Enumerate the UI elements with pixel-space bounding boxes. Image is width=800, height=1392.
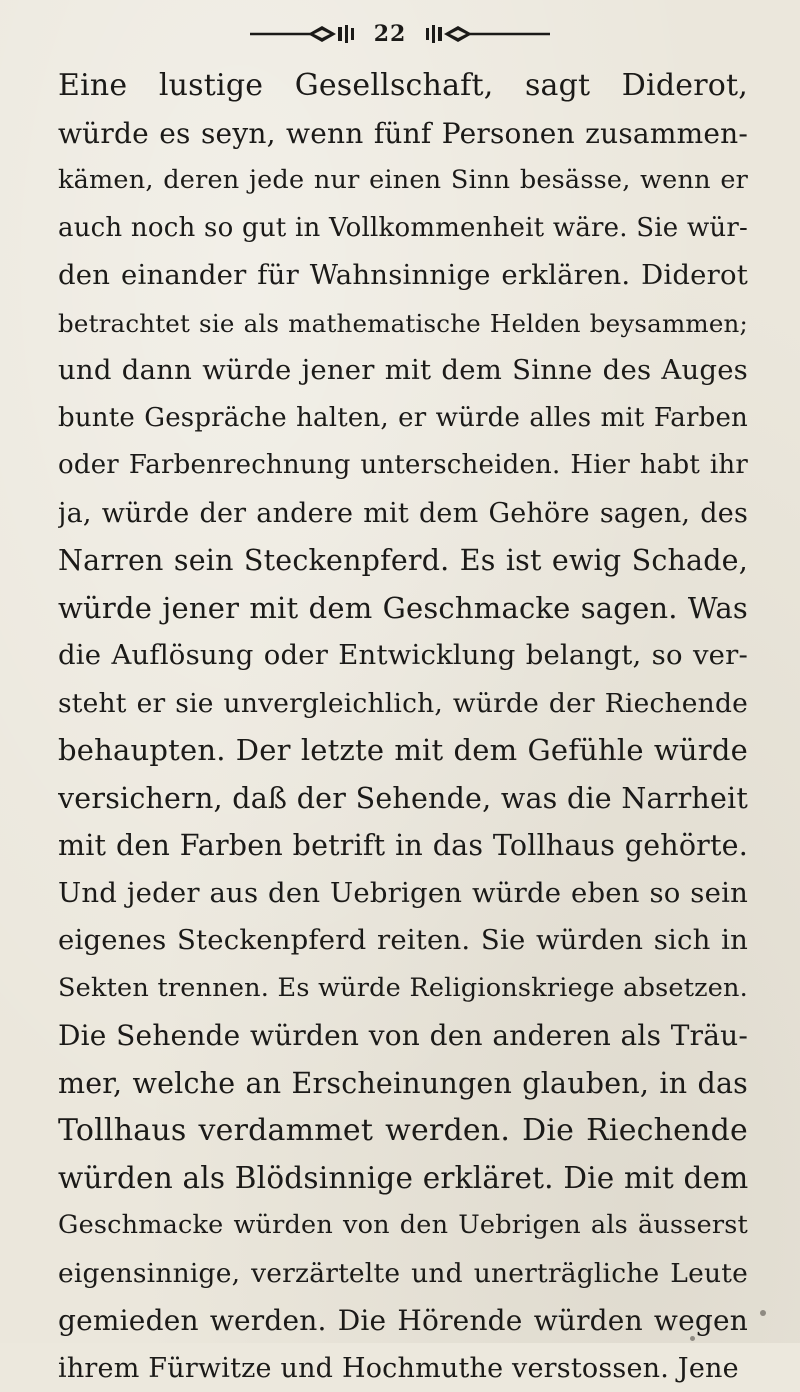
text-line: betrachtet sie als mathematische Helden beysammen; (58, 300, 748, 348)
text-line: mer, welche an Erscheinungen glauben, in das (58, 1060, 748, 1108)
text-line: den einander für Wahnsinnige erklären. Diderot (58, 252, 748, 300)
page-header (0, 14, 800, 54)
text-line: Geschmacke würden von den Uebrigen als äusserst (58, 1202, 748, 1250)
text-line: behaupten. Der letzte mit dem Gefühle würde (58, 727, 748, 775)
text-line: und dann würde jener mit dem Sinne des Auges (58, 347, 748, 395)
text-line: auch noch so gut in Vollkommenheit wäre. Sie wür- (58, 205, 748, 253)
text-line: eigenes Steckenpferd reiten. Sie würden sich in (58, 917, 748, 965)
text-line: würde jener mit dem Geschmacke sagen. Was (58, 585, 748, 633)
text-line: würden als Blödsinnige erkläret. Die mit dem (58, 1155, 748, 1203)
text-line: kämen, deren jede nur einen Sinn besässe, wenn er (58, 157, 748, 205)
text-line: steht er sie unvergleichlich, würde der Riechende (58, 680, 748, 728)
text-line: Eine lustige Gesellschaft, sagt Diderot, (58, 62, 748, 110)
ink-speck (760, 1310, 766, 1316)
right-ornament-icon (422, 22, 552, 46)
body-text (58, 62, 748, 1392)
text-line: Narren sein Steckenpferd. Es ist ewig Schade, (58, 537, 748, 585)
text-line: eigensinnige, verzärtelte und unerträgliche Leute (58, 1250, 748, 1298)
text-line: bunte Gespräche halten, er würde alles mit Farben (58, 395, 748, 443)
text-line: gemieden werden. Die Hörende würden wegen (58, 1297, 748, 1345)
ink-speck (690, 1336, 695, 1341)
text-line: Und jeder aus den Uebrigen würde eben so sein (58, 870, 748, 918)
left-ornament-icon (248, 22, 358, 46)
text-line: die Auflösung oder Entwicklung belangt, so ver- (58, 632, 748, 680)
text-line: oder Farbenrechnung unterscheiden. Hier habt ihr (58, 442, 748, 490)
text-line: ja, würde der andere mit dem Gehöre sagen, des (58, 490, 748, 538)
text-line: Tollhaus verdammet werden. Die Riechende (58, 1107, 748, 1155)
text-line: mit den Farben betrift in das Tollhaus gehörte. (58, 822, 748, 870)
text-line: Sekten trennen. Es würde Religionskriege absetzen. (58, 965, 748, 1013)
text-line: würde es seyn, wenn fünf Personen zusammen- (58, 110, 748, 158)
text-line: Die Sehende würden von den anderen als Träu- (58, 1012, 748, 1060)
text-line: versichern, daß der Sehende, was die Narrheit (58, 775, 748, 823)
page-number: 22 (368, 21, 413, 47)
text-line: ihrem Fürwitze und Hochmuthe verstossen. Jene (58, 1345, 748, 1392)
